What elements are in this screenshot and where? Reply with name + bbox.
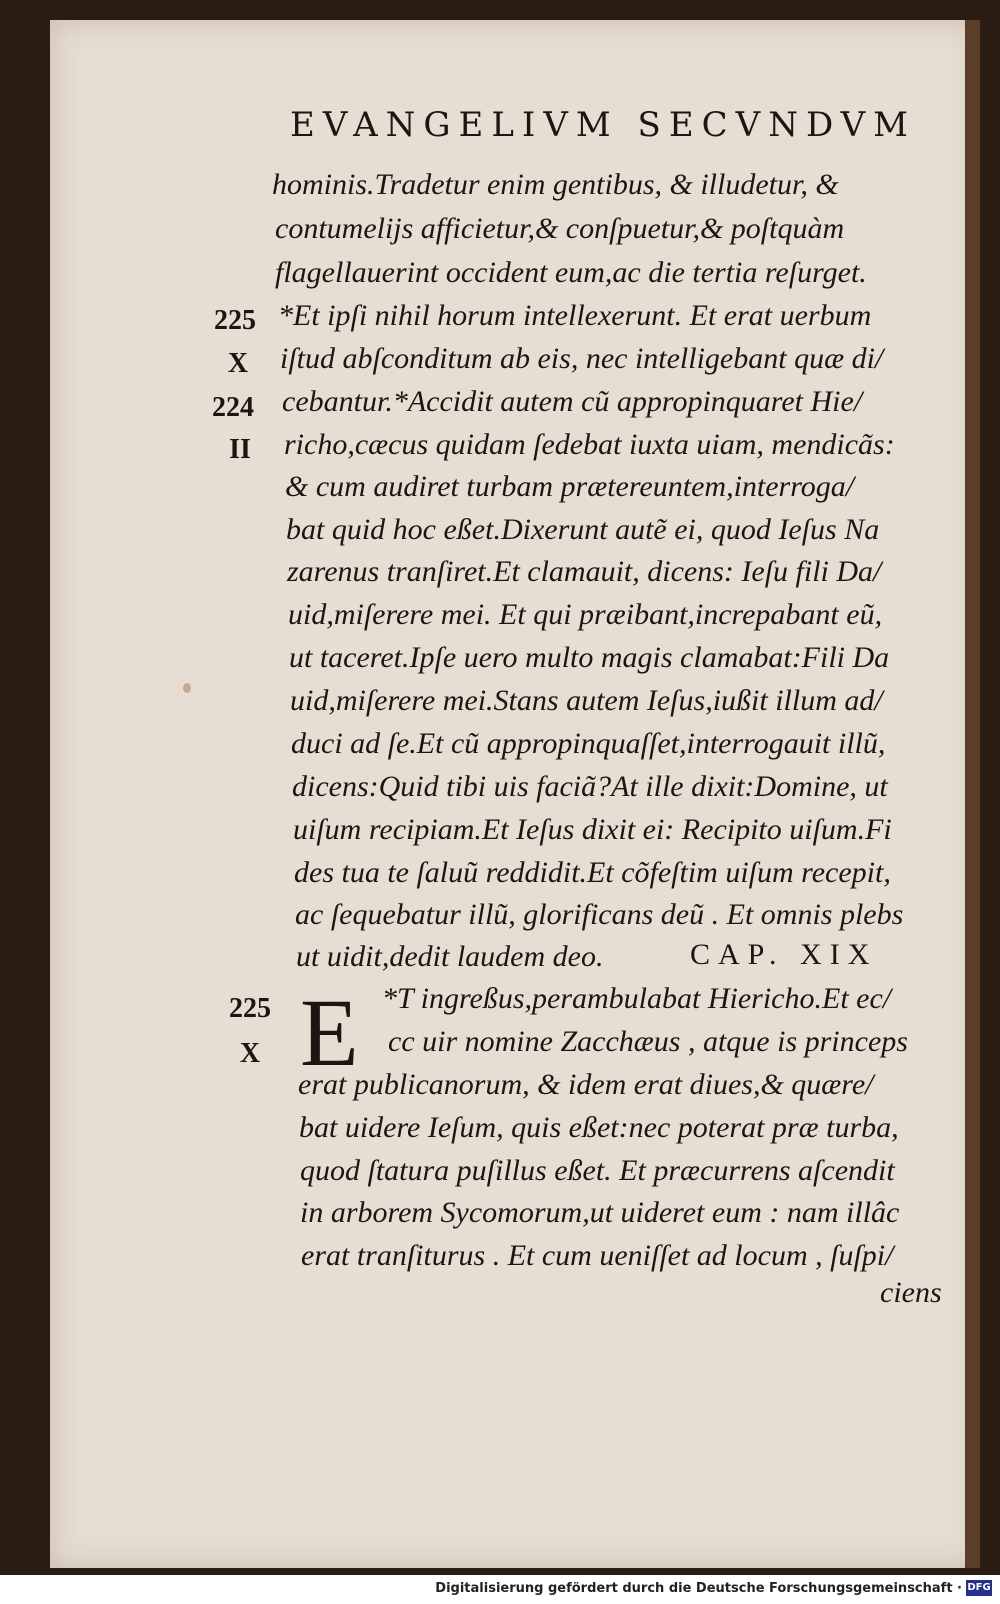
text-line: flagellauerint occident eum,ac die tertia reſurget.	[275, 256, 867, 289]
page-edge	[965, 20, 980, 1568]
text-line: *Et ipſi nihil horum intellexerunt. Et erat uerbum	[278, 299, 872, 332]
text-line: dicens:Quid tibi uis faciã?At ille dixit:Domine, ut	[292, 770, 888, 803]
text-line: contumelijs afficietur,& conſpuetur,& poſtquàm	[275, 212, 845, 245]
text-line: iſtud abſconditum ab eis, nec intelligebant quæ di/	[280, 342, 884, 375]
footer-credit: Digitalisierung gefördert durch die Deutsche Forschungsgemeinschaft ·	[435, 1581, 962, 1596]
text-line: des tua te ſaluũ reddidit.Et cõfeſtim uiſum recepit,	[294, 856, 891, 889]
text-line: ut taceret.Ipſe uero multo magis clamabat:Fili Da	[289, 641, 890, 674]
text-line: bat quid hoc eßet.Dixerunt autẽ ei, quod Ieſus Na	[286, 513, 880, 546]
margin-note: 225	[229, 993, 271, 1024]
text-line: hominis.Tradetur enim gentibus, & illudetur, &	[272, 168, 839, 201]
drop-cap: E	[300, 979, 359, 1086]
text-line: cebantur.*Accidit autem cũ appropinquaret Hie/	[282, 385, 863, 418]
text-line: erat publicanorum, & idem erat diues,& quære/	[298, 1068, 874, 1101]
text-line: *T ingreßus,perambulabat Hiericho.Et ec/	[382, 982, 892, 1015]
text-line: duci ad ſe.Et cũ appropinquaſſet,interrogauit illũ,	[291, 727, 886, 760]
text-line: quod ſtatura puſillus eßet. Et præcurrens aſcendit	[300, 1154, 895, 1187]
text-line: in arborem Sycomorum,ut uideret eum : nam illâc	[300, 1196, 900, 1229]
chapter-heading: CAP. XIX	[690, 938, 878, 971]
text-line: uid,miſerere mei. Et qui præibant,increpabant eũ,	[288, 598, 883, 631]
text-line: cc uir nomine Zacchæus , atque is princeps	[388, 1025, 908, 1058]
margin-note: 225	[214, 305, 256, 336]
text-line: ut uidit,dedit laudem deo.	[296, 940, 604, 973]
text-line: zarenus tranſiret.Et clamauit, dicens: Ieſu fili Da/	[287, 555, 882, 588]
margin-note: X	[239, 1038, 261, 1069]
text-line: erat tranſiturus . Et cum ueniſſet ad locum , ſuſpi/	[301, 1239, 894, 1272]
margin-note: X	[227, 348, 249, 379]
text-line: uid,miſerere mei.Stans autem Ieſus,iußit illum ad/	[290, 684, 883, 717]
dfg-logo-icon: DFG	[966, 1580, 992, 1596]
running-title: EVANGELIVM SECVNDVM	[290, 105, 916, 145]
margin-note: 224	[212, 392, 254, 423]
text-line: ac ſequebatur illũ, glorificans deũ . Et omnis plebs	[295, 898, 904, 931]
text-line: bat uidere Ieſum, quis eßet:nec poterat præ turba,	[299, 1111, 899, 1144]
paper-stain	[183, 683, 191, 693]
catchword: ciens	[880, 1276, 942, 1309]
footer-bar	[0, 1575, 1000, 1604]
text-line: richo,cæcus quidam ſedebat iuxta uiam, mendicãs:	[284, 428, 895, 461]
text-line: uiſum recipiam.Et Ieſus dixit ei: Recipito uiſum.Fi	[293, 813, 892, 846]
text-line: & cum audiret turbam prætereuntem,interroga/	[285, 470, 855, 503]
margin-note: II	[229, 434, 251, 465]
